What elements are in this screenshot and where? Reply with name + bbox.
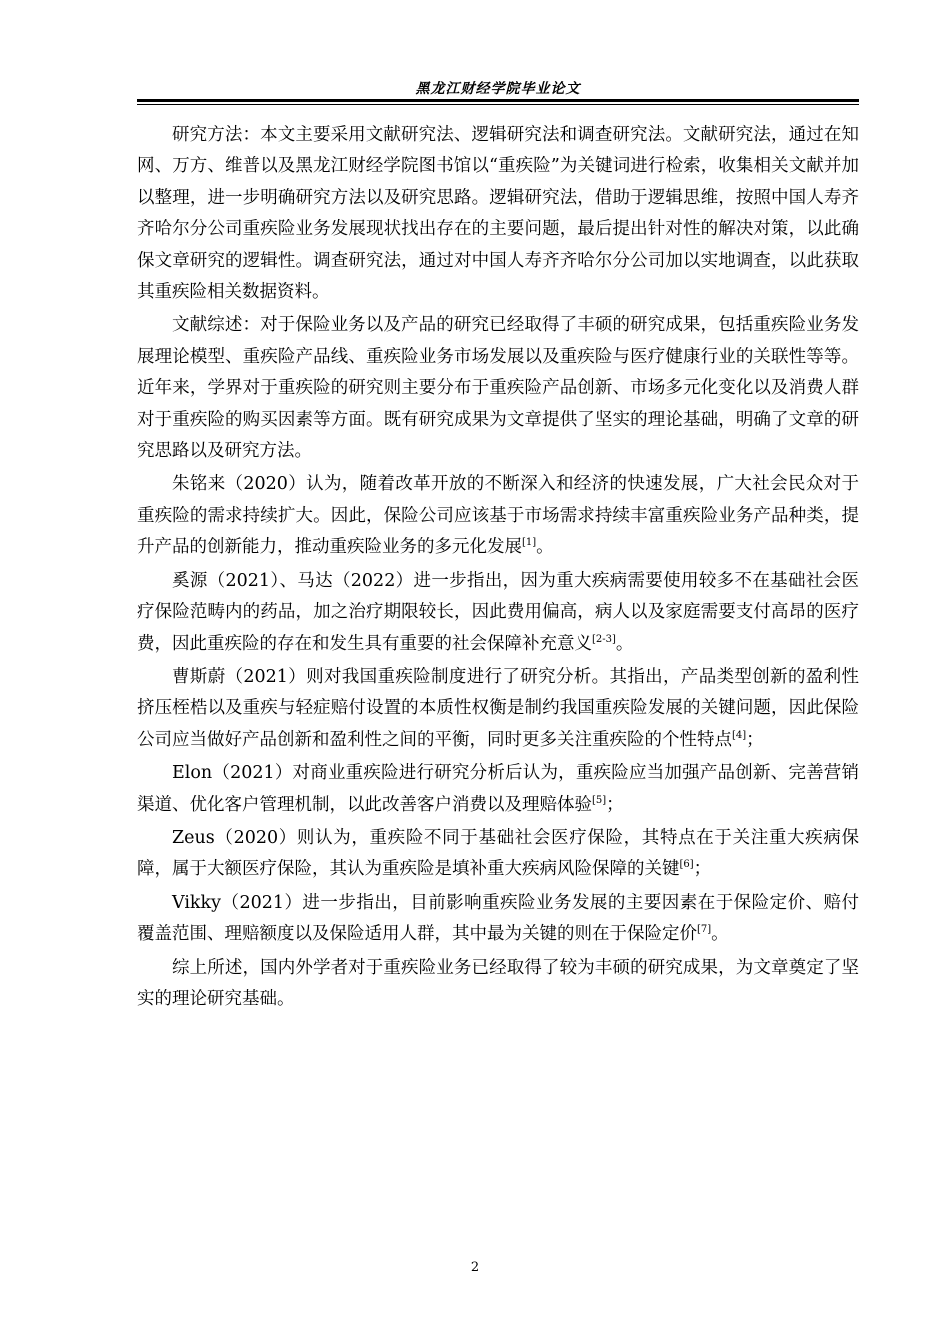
paragraph-elon (137, 758, 859, 821)
paragraph-research-methods (137, 120, 859, 308)
document-body (137, 120, 859, 1017)
citation-ref: [1] (522, 537, 537, 549)
paragraph-tail: 。 (536, 537, 554, 558)
paragraph-text: 综上所述，国内外学者对于重疾险业务已经取得了较为丰硕的研究成果，为文章奠定了坚实的理论研究基础。 (137, 957, 859, 1009)
paragraph-tail: ； (693, 859, 712, 880)
paragraph-text: Vikky（2021）进一步指出，目前影响重疾险业务发展的主要因素在于保险定价、赔付覆盖范围、理赔额度以及保险适用人群，其中最为关键的则在于保险定价 (137, 892, 859, 945)
citation-ref: [6] (679, 859, 694, 871)
paragraph-text: 朱铭来（2020）认为，随着改革开放的不断深入和经济的快速发展，广大社会民众对于重疾险的需求持续扩大。因此，保险公司应该基于市场需求持续丰富重疾险业务产品种类，提升产品的创新能力，推动重疾险业务的多元化发展 (137, 474, 859, 558)
page-header-title: 黑龙江财经学院毕业论文 (415, 81, 581, 97)
citation-ref: [2-3] (592, 633, 616, 645)
paragraph-tail: ； (746, 729, 764, 750)
citation-ref: [4] (732, 729, 747, 741)
citation-ref: [7] (697, 924, 712, 936)
paragraph-zhu-minglai (137, 469, 859, 563)
citation-ref: [5] (592, 794, 607, 806)
paragraph-text: Zeus（2020）则认为，重疾险不同于基础社会医疗保险，其特点在于关注重大疾病保障，属于大额医疗保险，其认为重疾险是填补重大疾病风险保障的关键 (137, 827, 859, 880)
paragraph-text: 研究方法：本文主要采用文献研究法、逻辑研究法和调查研究法。文献研究法，通过在知网、万方、维普以及黑龙江财经学院图书馆以“重疾险”为关键词进行检索，收集相关文献并加以整理，进一步明确研究方法以及研究思路。逻辑研究法，借助于逻辑思维，按照中国人寿齐齐哈尔分公司重疾险业务发展现状找出存在的主要问题，最后提出针对性的解决对策，以此确保文章研究的逻辑性。调查研究法，通过对中国人寿齐齐哈尔分公司加以实地调查，以此获取其重疾险相关数据资料。 (137, 125, 859, 303)
paragraph-tail: 。 (615, 633, 634, 654)
paragraph-text: 奚源（2021）、马达（2022）进一步指出，因为重大疾病需要使用较多不在基础社会医疗保险范畴内的药品，加之治疗期限较长，因此费用偏高，病人以及家庭需要支付高昂的医疗费，因此重疾险的存在和发生具有重要的社会保障补充意义 (137, 570, 859, 654)
header-rule-thick (137, 99, 859, 102)
paragraph-cao-siwei (137, 662, 859, 756)
paragraph-summary (137, 953, 859, 1016)
paragraph-literature-review (137, 310, 859, 467)
paragraph-text: 文献综述：对于保险业务以及产品的研究已经取得了丰硕的研究成果，包括重疾险业务发展理论模型、重疾险产品线、重疾险业务市场发展以及重疾险与医疗健康行业的关联性等等。近年来，学界对于重疾险的研究则主要分布于重疾险产品创新、市场多元化变化以及消费人群对于重疾险的购买因素等方面。既有研究成果为文章提供了坚实的理论基础，明确了文章的研究思路以及研究方法。 (137, 315, 859, 462)
paragraph-zeus (137, 823, 859, 886)
header-rule-thin (137, 104, 859, 105)
paragraph-vikky (137, 888, 859, 951)
paragraph-xi-yuan (137, 566, 859, 660)
paragraph-tail: ； (606, 794, 624, 815)
page-number: 2 (470, 1260, 480, 1275)
paragraph-text: 曹斯蔚（2021）则对我国重疾险制度进行了研究分析。其指出，产品类型创新的盈利性挤压桎梏以及重疾与轻症赔付设置的本质性权衡是制约我国重疾险发展的关键问题，因此保险公司应当做好产品创新和盈利性之间的平衡，同时更多关注重疾险的个性特点 (137, 666, 859, 750)
paragraph-text: Elon（2021）对商业重疾险进行研究分析后认为，重疾险应当加强产品创新、完善营销渠道、优化客户管理机制，以此改善客户消费以及理赔体验 (137, 763, 859, 815)
paragraph-tail: 。 (711, 924, 729, 945)
